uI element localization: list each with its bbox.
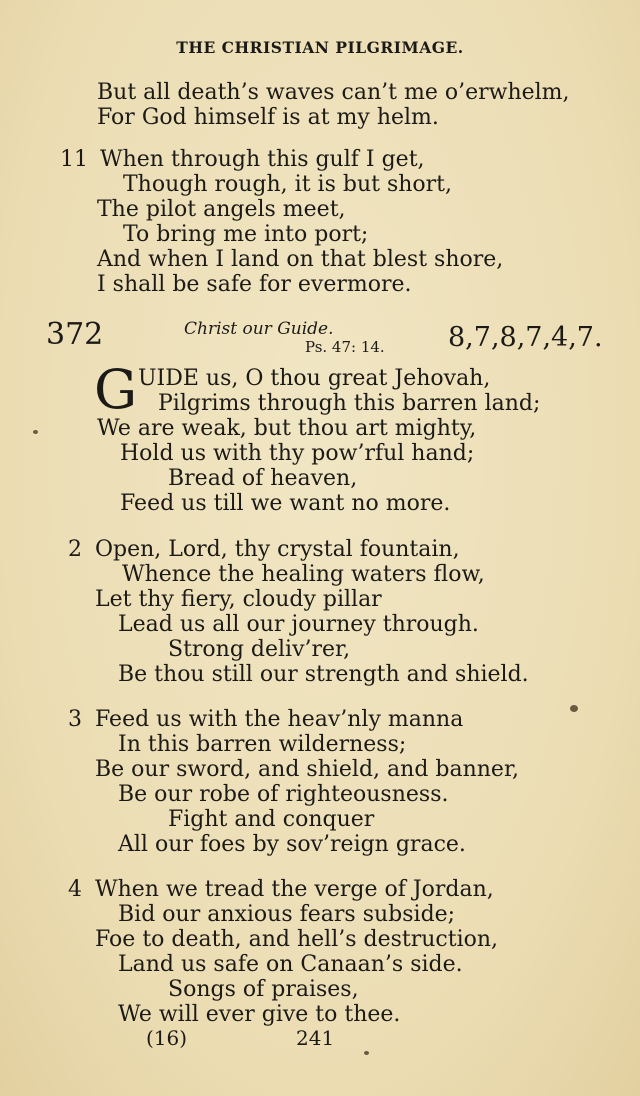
ink-speck [364, 1051, 369, 1055]
verse-number: 4 [68, 877, 82, 902]
drop-cap: G [94, 358, 138, 421]
verse-line: Open, Lord, thy crystal fountain, [95, 537, 460, 562]
hymn-meter: 8,7,8,7,4,7. [448, 322, 603, 353]
hymn-number: 372 [46, 317, 104, 352]
running-header: THE CHRISTIAN PILGRIMAGE. [176, 38, 464, 57]
verse-line: In this barren wilderness; [118, 732, 407, 757]
verse-line: Feed us with the heav’nly manna [95, 707, 464, 732]
verse-line: Feed us till we want no more. [120, 491, 451, 516]
ink-speck [33, 430, 38, 434]
verse-line: When through this gulf I get, [100, 147, 425, 172]
ink-speck [570, 705, 578, 712]
verse-line: Be our robe of righteousness. [118, 782, 449, 807]
verse-line: The pilot angels meet, [97, 197, 346, 222]
verse-line: Lead us all our journey through. [118, 612, 479, 637]
scripture-reference: Ps. 47: 14. [305, 338, 385, 356]
verse-number: 11 [60, 147, 88, 172]
verse-line: I shall be safe for evermore. [97, 272, 412, 297]
verse-line: We will ever give to thee. [118, 1002, 401, 1027]
verse-line: UIDE us, O thou great Jehovah, [138, 366, 491, 391]
page-number: 241 [296, 1026, 335, 1050]
verse-line: Hold us with thy pow’rful hand; [120, 441, 475, 466]
verse-line: Songs of praises, [168, 977, 359, 1002]
verse-line: Land us safe on Canaan’s side. [118, 952, 463, 977]
verse-line: And when I land on that blest shore, [97, 247, 504, 272]
verse-line: Be our sword, and shield, and banner, [95, 757, 520, 782]
signature-mark: (16) [146, 1026, 188, 1050]
verse-line: All our foes by sov’reign grace. [118, 832, 466, 857]
verse-line: Foe to death, and hell’s destruction, [95, 927, 499, 952]
verse-line: Bread of heaven, [168, 466, 358, 491]
verse-line: We are weak, but thou art mighty, [97, 416, 477, 441]
verse-number: 3 [68, 707, 82, 732]
verse-line: Pilgrims through this barren land; [158, 391, 541, 416]
verse-line: Though rough, it is but short, [123, 172, 453, 197]
verse-line: Bid our anxious fears subside; [118, 902, 456, 927]
verse-line: When we tread the verge of Jordan, [95, 877, 494, 902]
verse-line: Whence the healing waters flow, [122, 562, 485, 587]
verse-line: Fight and conquer [168, 807, 375, 832]
hymn-title: Christ our Guide. [184, 319, 334, 339]
verse-line: Be thou still our strength and shield. [118, 662, 529, 687]
verse-line: Let thy fiery, cloudy pillar [95, 587, 382, 612]
verse-line: For God himself is at my helm. [97, 105, 439, 130]
verse-line: But all death’s waves can’t me o’erwhelm, [97, 80, 570, 105]
verse-line: Strong deliv’rer, [168, 637, 351, 662]
verse-number: 2 [68, 537, 82, 562]
verse-line: To bring me into port; [123, 222, 369, 247]
